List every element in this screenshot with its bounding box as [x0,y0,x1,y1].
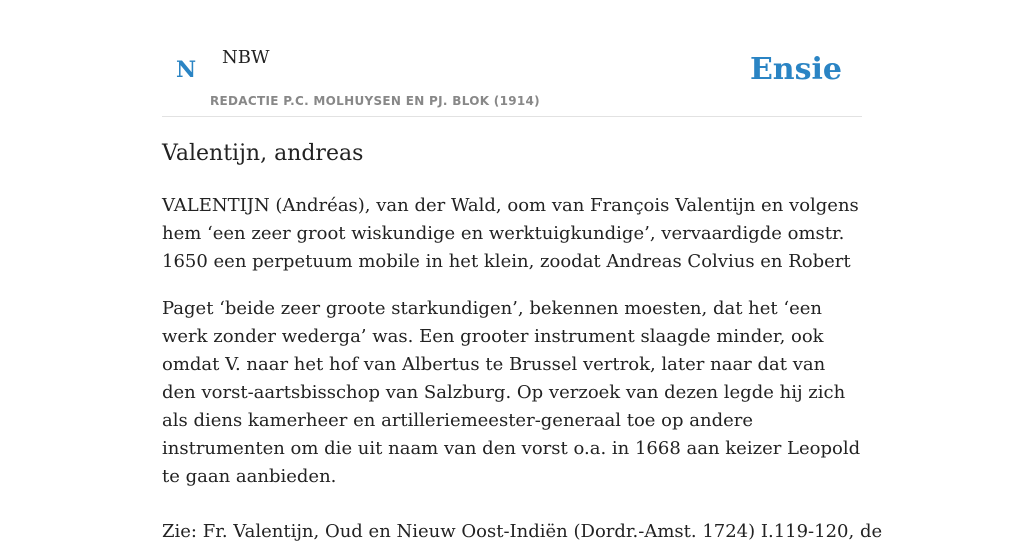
entry-title: Valentijn, andreas [162,141,364,166]
article [162,136,883,546]
entry-paragraph: Paget ‘beide zeer groote starkundigen’, bekennen moesten, dat het ‘een werk zonder wederga’ was. Een grooter instrument slaagde minder, ook omdat V. naar het hof van Albertus te Brussel vertrok, later naar dat van den vorst-aartsbisschop van Salzburg. Op verzoek van dezen legde hij zich als diens kamerheer en artilleriemeester-generaal toe op andere instrumenten om die uit naam van den vorst o.a. in 1668 aan keizer Leopold te gaan aanbieden. [162,298,861,487]
source-logo: N [176,57,197,83]
source-title[interactable]: NBW [222,47,270,68]
entry-reference: Zie: Fr. Valentijn, Oud en Nieuw Oost-Indiën (Dordr.-Amst. 1724) I.119-120, de [162,521,883,542]
source-header [162,0,862,117]
ensie-logo-link[interactable]: Ensie [749,52,842,87]
entry-paragraph: VALENTIJN (Andréas), van der Wald, oom van François Valentijn en volgens hem ‘een zeer groot wiskundige en werktuigkundige’, vervaardigde omstr. 1650 een perpetuum mobile in het klein, zoodat Andreas Colvius en Robert [162,195,859,272]
source-editors: REDACTIE P.C. MOLHUYSEN EN PJ. BLOK (1914) [210,94,540,108]
